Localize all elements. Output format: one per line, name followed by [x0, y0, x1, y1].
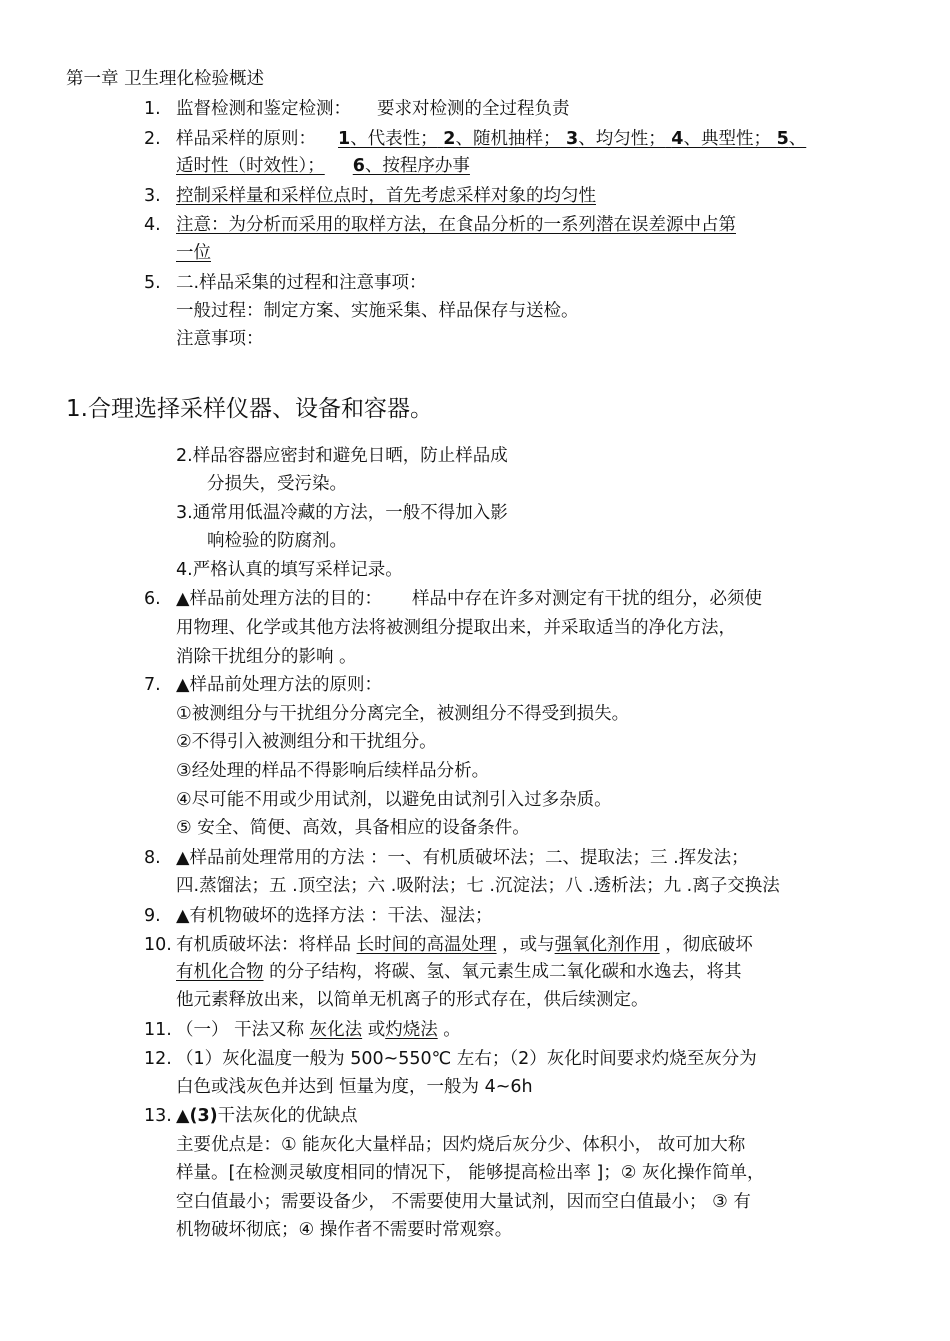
item-text: 白色或浅灰色并达到 恒量为度，一般为 4~6h [176, 1077, 533, 1097]
item-text: 四.蒸馏法；五 .顶空法；六 .吸附法；七 .沉淀法；八 .透析法；九 .离子交换法 [176, 876, 780, 896]
item-text: 样品中存在许多对测定有干扰的组分，必须使 [411, 589, 762, 609]
item-number: 9. [144, 906, 161, 926]
item-number: 2. [144, 129, 161, 149]
item-text: （1）灰化温度一般为 500~550℃ 左右；（2）灰化时间要求灼烧至灰分为 [176, 1049, 757, 1069]
item-text: 他元素释放出来，以简单无机离子的形式存在，供后续测定。 [176, 990, 649, 1010]
item-text: 。 [437, 1020, 461, 1040]
item-text: ▲样品前处理方法的原则： [176, 675, 382, 695]
item-text: ，或与 [496, 935, 555, 955]
underlined-term: 灼烧法 [385, 1020, 438, 1040]
item-number: 12. [144, 1049, 172, 1069]
principles-text-cont: 适时性（时效性）； 6、按程序办事 [176, 156, 470, 176]
item-number: 5. [144, 273, 161, 293]
item-text: 注意事项： [176, 329, 264, 349]
item-text: 消除干扰组分的影响 。 [176, 647, 357, 667]
item-text: 要求对检测的全过程负责 [377, 99, 570, 119]
item-text: 或 [362, 1020, 386, 1040]
principle-5: ⑤ 安全、简便、高效，具备相应的设备条件。 [176, 818, 530, 838]
principle-3: ③经处理的样品不得影响后续样品分析。 [176, 761, 490, 781]
item-text: ，彻底破坏 [659, 935, 753, 955]
item-text: 空白值最小；需要设备少， 不需要使用大量试剂，因而空白值最小； ③ 有 [176, 1192, 751, 1212]
principle-4: ④尽可能不用或少用试剂，以避免由试剂引入过多杂质。 [176, 790, 612, 810]
item-text: 样量。[在检测灵敏度相同的情况下， 能够提高检出率 ]；② 灰化操作简单， [176, 1163, 765, 1183]
item-text: 干法灰化的优缺点 [217, 1106, 358, 1126]
item-label: ▲样品前处理方法的目的： [176, 589, 382, 609]
note-2: 2.样品容器应密封和避免日晒，防止样品成 [176, 446, 508, 466]
item-text: 注意：为分析而采用的取样方法，在食品分析的一系列潜在误差源中占第 [176, 215, 736, 235]
item-number: 8. [144, 848, 161, 868]
item-number: 1. [144, 99, 161, 119]
underlined-term: 强氧化剂作用 [554, 935, 660, 955]
item-number: 6. [144, 589, 161, 609]
item-text: 控制采样量和采样位点时，首先考虑采样对象的均匀性 [176, 186, 596, 206]
principle-2: ②不得引入被测组分和干扰组分。 [176, 732, 437, 752]
item-label: 样品采样的原则： [176, 129, 316, 149]
underlined-term: 有机化合物 [176, 962, 264, 982]
note-4: 4.严格认真的填写采样记录。 [176, 560, 403, 580]
principle-1: ①被测组分与干扰组分分离完全，被测组分不得受到损失。 [176, 704, 630, 724]
note-3: 3.通常用低温冷藏的方法，一般不得加入影 [176, 503, 508, 523]
item-text: 机物破坏彻底；④ 操作者不需要时常观察。 [176, 1220, 513, 1240]
principles-text: 1、代表性； 2、随机抽样； 3、均匀性； 4、典型性； 5、 [338, 129, 807, 149]
item-text: 二.样品采集的过程和注意事项： [176, 273, 427, 293]
triangle-marker: ▲ [176, 1106, 190, 1126]
note-2-cont: 分损失，受污染。 [207, 474, 347, 494]
large-heading: 1.合理选择采样仪器、设备和容器。 [66, 396, 433, 422]
item-label: (3) [189, 1106, 218, 1126]
item-number: 10. [144, 935, 172, 955]
item-number: 3. [144, 186, 161, 206]
item-text: （一） 干法又称 [176, 1020, 310, 1040]
item-number: 11. [144, 1020, 172, 1040]
item-text: 主要优点是：① 能灰化大量样品；因灼烧后灰分少、体积小， 故可加大称 [176, 1135, 746, 1155]
underlined-term: 长时间的高温处理 [356, 935, 497, 955]
chapter-title: 第一章 卫生理化检验概述 [66, 69, 265, 89]
item-text: ▲有机物破坏的选择方法 ：干法、湿法； [176, 906, 493, 926]
item-number: 7. [144, 675, 161, 695]
item-text-cont: 一位 [176, 243, 211, 263]
item-text: 用物理、化学或其他方法将被测组分提取出来，并采取适当的净化方法， [176, 618, 736, 638]
underlined-term: 灰化法 [309, 1020, 363, 1040]
item-text: 有机质破坏法：将样品 [176, 935, 357, 955]
note-3-cont: 响检验的防腐剂。 [207, 531, 347, 551]
item-number: 13. [144, 1106, 172, 1126]
item-label: 监督检测和鉴定检测： [176, 99, 351, 119]
item-text: 的分子结构，将碳、氢、氧元素生成二氧化碳和水逸去，将其 [263, 962, 742, 982]
item-text: ▲样品前处理常用的方法 ：一、有机质破坏法；二、提取法；三 .挥发法； [176, 848, 749, 868]
item-number: 4. [144, 215, 161, 235]
item-text: 一般过程：制定方案、实施采集、样品保存与送检。 [176, 301, 579, 321]
